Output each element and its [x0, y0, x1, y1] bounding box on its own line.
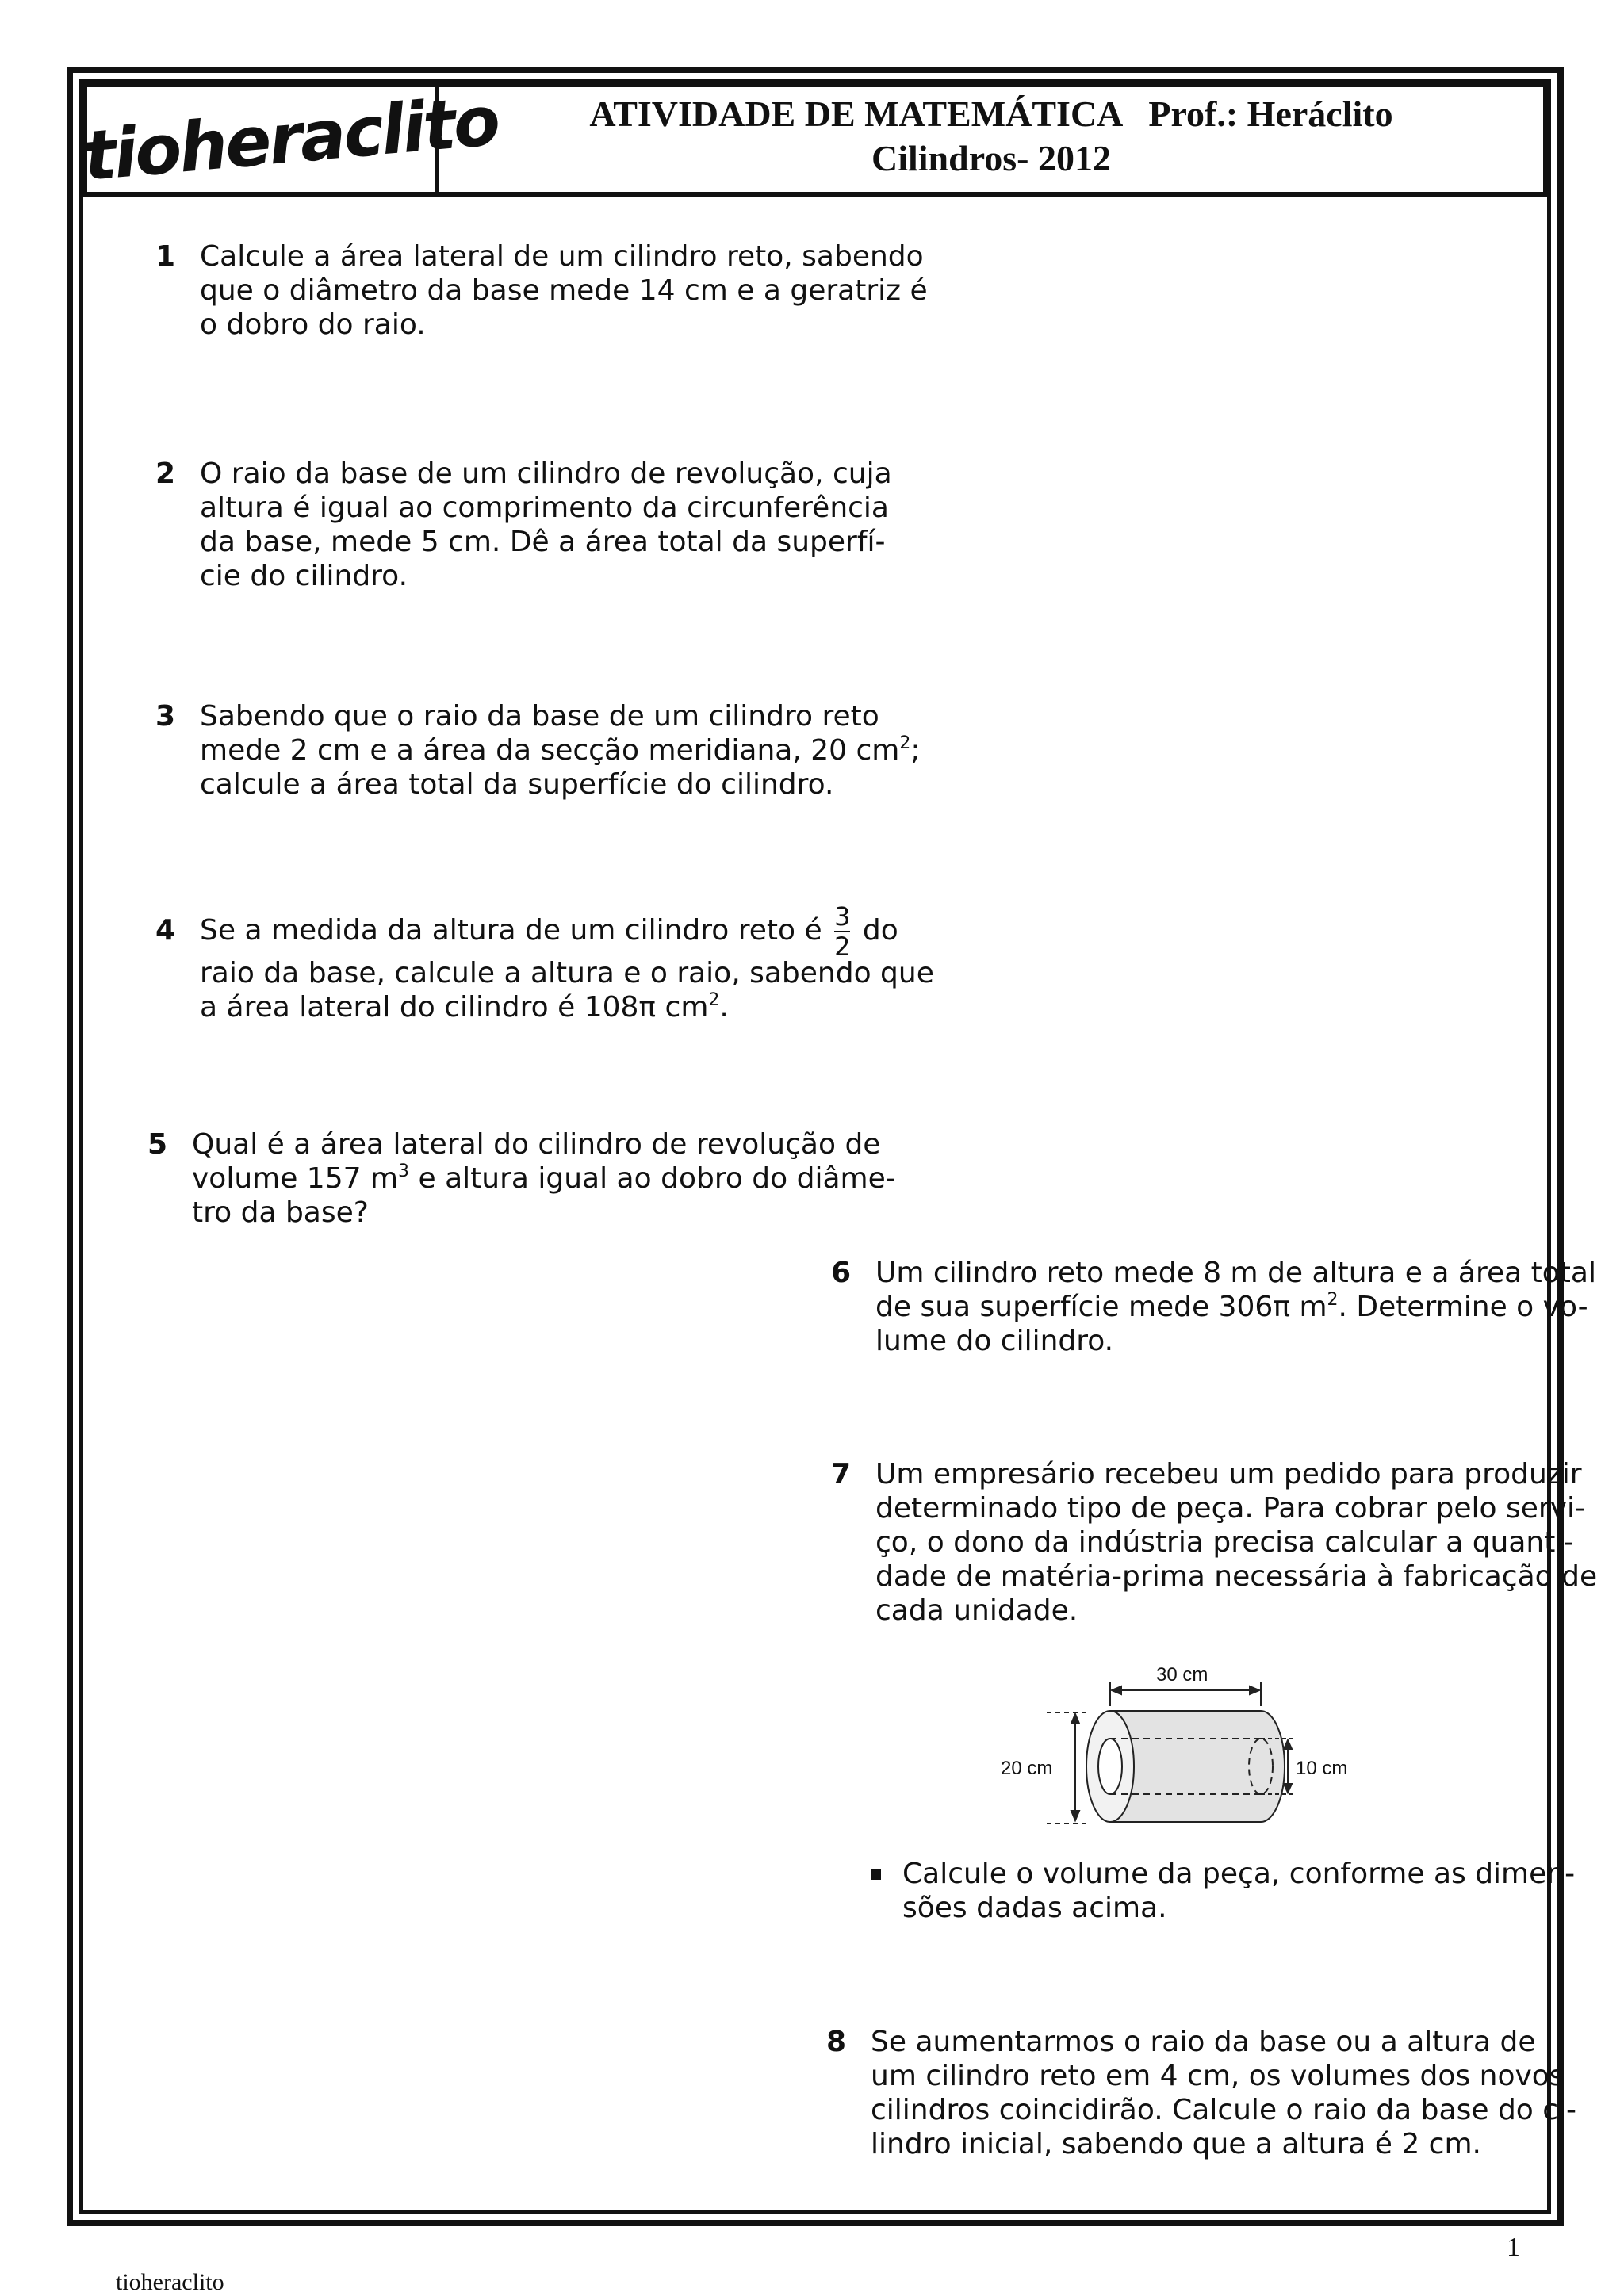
footer-text: tioheraclito	[116, 2269, 224, 2295]
question-line: cilindros coincidirão. Calcule o raio da base do ci-	[871, 2094, 1577, 2126]
question-line: Calcule a área lateral de um cilindro reto, sabendo	[200, 240, 924, 273]
question-line: Um empresário recebeu um pedido para produzir	[875, 1458, 1582, 1490]
hollow-cylinder-figure	[991, 1665, 1388, 1847]
superscript: 2	[1327, 1290, 1339, 1310]
question-line	[200, 733, 920, 767]
question-line: um cilindro reto em 4 cm, os volumes dos novos	[871, 2060, 1565, 2092]
question-number: 1	[155, 240, 176, 273]
question-number: 7	[831, 1458, 852, 1490]
question-number: 8	[826, 2026, 847, 2058]
question-line: cada unidade.	[875, 1594, 1078, 1627]
superscript: 3	[398, 1161, 410, 1181]
question-number: 2	[155, 457, 176, 490]
question-text	[871, 2025, 1576, 2161]
question-line: Sabendo que o raio da base de um cilindro reto	[200, 700, 879, 733]
superscript: 2	[899, 733, 911, 753]
question-line: O raio da base de um cilindro de revolução, cuja	[200, 457, 892, 490]
text-part: mede 2 cm e a área da secção meridiana, 20 cm	[200, 734, 900, 767]
text-part: . Determine o vo-	[1338, 1291, 1588, 1323]
logo	[80, 81, 501, 197]
question-text	[192, 1127, 896, 1230]
arrow-down	[1071, 1811, 1079, 1820]
question-text	[200, 239, 928, 342]
arrow-left	[1112, 1686, 1121, 1694]
text-part: .	[719, 991, 729, 1024]
bullet-line: sões dadas acima.	[902, 1892, 1167, 1924]
question-text	[200, 901, 934, 1024]
question-line: lindro inicial, sabendo que a altura é 2 cm.	[871, 2128, 1481, 2160]
arrow-right	[1250, 1686, 1259, 1694]
question-line: dade de matéria-prima necessária à fabricação de	[875, 1560, 1598, 1593]
bullet-square-icon	[871, 1869, 881, 1880]
cylinder-outer-body	[1110, 1711, 1285, 1822]
cylinder-front-hole	[1098, 1739, 1122, 1794]
fraction-numerator: 3	[834, 901, 851, 932]
question-line: o dobro do raio.	[200, 308, 426, 341]
bullet-line: Calcule o volume da peça, conforme as dimen-	[902, 1858, 1576, 1890]
question-number: 4	[155, 914, 176, 947]
fraction	[834, 901, 851, 962]
text-part: a área lateral do cilindro é 108π cm	[200, 991, 709, 1024]
question-text	[200, 457, 892, 593]
label-length: 30 cm	[1156, 1664, 1208, 1686]
question-number: 6	[831, 1257, 852, 1289]
label-inner-diameter: 10 cm	[1296, 1758, 1348, 1779]
question-line: cie do cilindro.	[200, 560, 408, 592]
arrow-up-inner	[1284, 1740, 1292, 1749]
question-line	[200, 901, 934, 962]
question-line: Um cilindro reto mede 8 m de altura e a área total	[875, 1257, 1596, 1289]
page-title	[444, 92, 1538, 181]
fraction-denominator: 2	[834, 932, 851, 962]
title-line-1: ATIVIDADE DE MATEMÁTICA Prof.: Heráclito	[589, 94, 1393, 134]
question-line: altura é igual ao comprimento da circunferência	[200, 492, 889, 524]
arrow-up	[1071, 1714, 1079, 1724]
superscript: 2	[708, 990, 720, 1010]
question-line: Se aumentarmos o raio da base ou a altura de	[871, 2026, 1536, 2058]
logo-text: tioheraclito	[80, 81, 501, 197]
question-line: ço, o dono da indústria precisa calcular a quanti-	[875, 1526, 1574, 1559]
label-outer-diameter: 20 cm	[1001, 1758, 1053, 1779]
question-text	[200, 699, 920, 802]
question-number: 5	[147, 1128, 168, 1161]
question-text	[875, 1256, 1596, 1358]
page-number: 1	[1507, 2233, 1520, 2262]
question-line: raio da base, calcule a altura e o raio, sabendo que	[200, 957, 934, 989]
question-line: determinado tipo de peça. Para cobrar pelo servi-	[875, 1492, 1586, 1525]
arrow-down-inner	[1284, 1784, 1292, 1793]
question-line: da base, mede 5 cm. Dê a área total da superfí-	[200, 526, 886, 558]
bullet-text	[902, 1857, 1575, 1925]
question-line: lume do cilindro.	[875, 1325, 1114, 1357]
question-line: tro da base?	[192, 1196, 369, 1229]
question-number: 3	[155, 700, 176, 733]
question-line	[875, 1290, 1596, 1324]
question-line	[200, 990, 934, 1024]
text-part: de sua superfície mede 306π m	[875, 1291, 1327, 1323]
text-part: do	[862, 914, 898, 947]
text-part: volume 157 m	[192, 1162, 399, 1195]
text-part: e altura igual ao dobro do diâme-	[409, 1162, 896, 1195]
title-line-2: Cilindros- 2012	[871, 138, 1112, 178]
text-part: ;	[910, 734, 921, 767]
question-line: que o diâmetro da base mede 14 cm e a geratriz é	[200, 274, 928, 307]
question-line: calcule a área total da superfície do cilindro.	[200, 768, 834, 801]
question-text	[875, 1457, 1597, 1628]
question-line: Qual é a área lateral do cilindro de revolução de	[192, 1128, 881, 1161]
question-line	[192, 1161, 896, 1196]
text-part: Se a medida da altura de um cilindro reto é	[200, 914, 822, 947]
